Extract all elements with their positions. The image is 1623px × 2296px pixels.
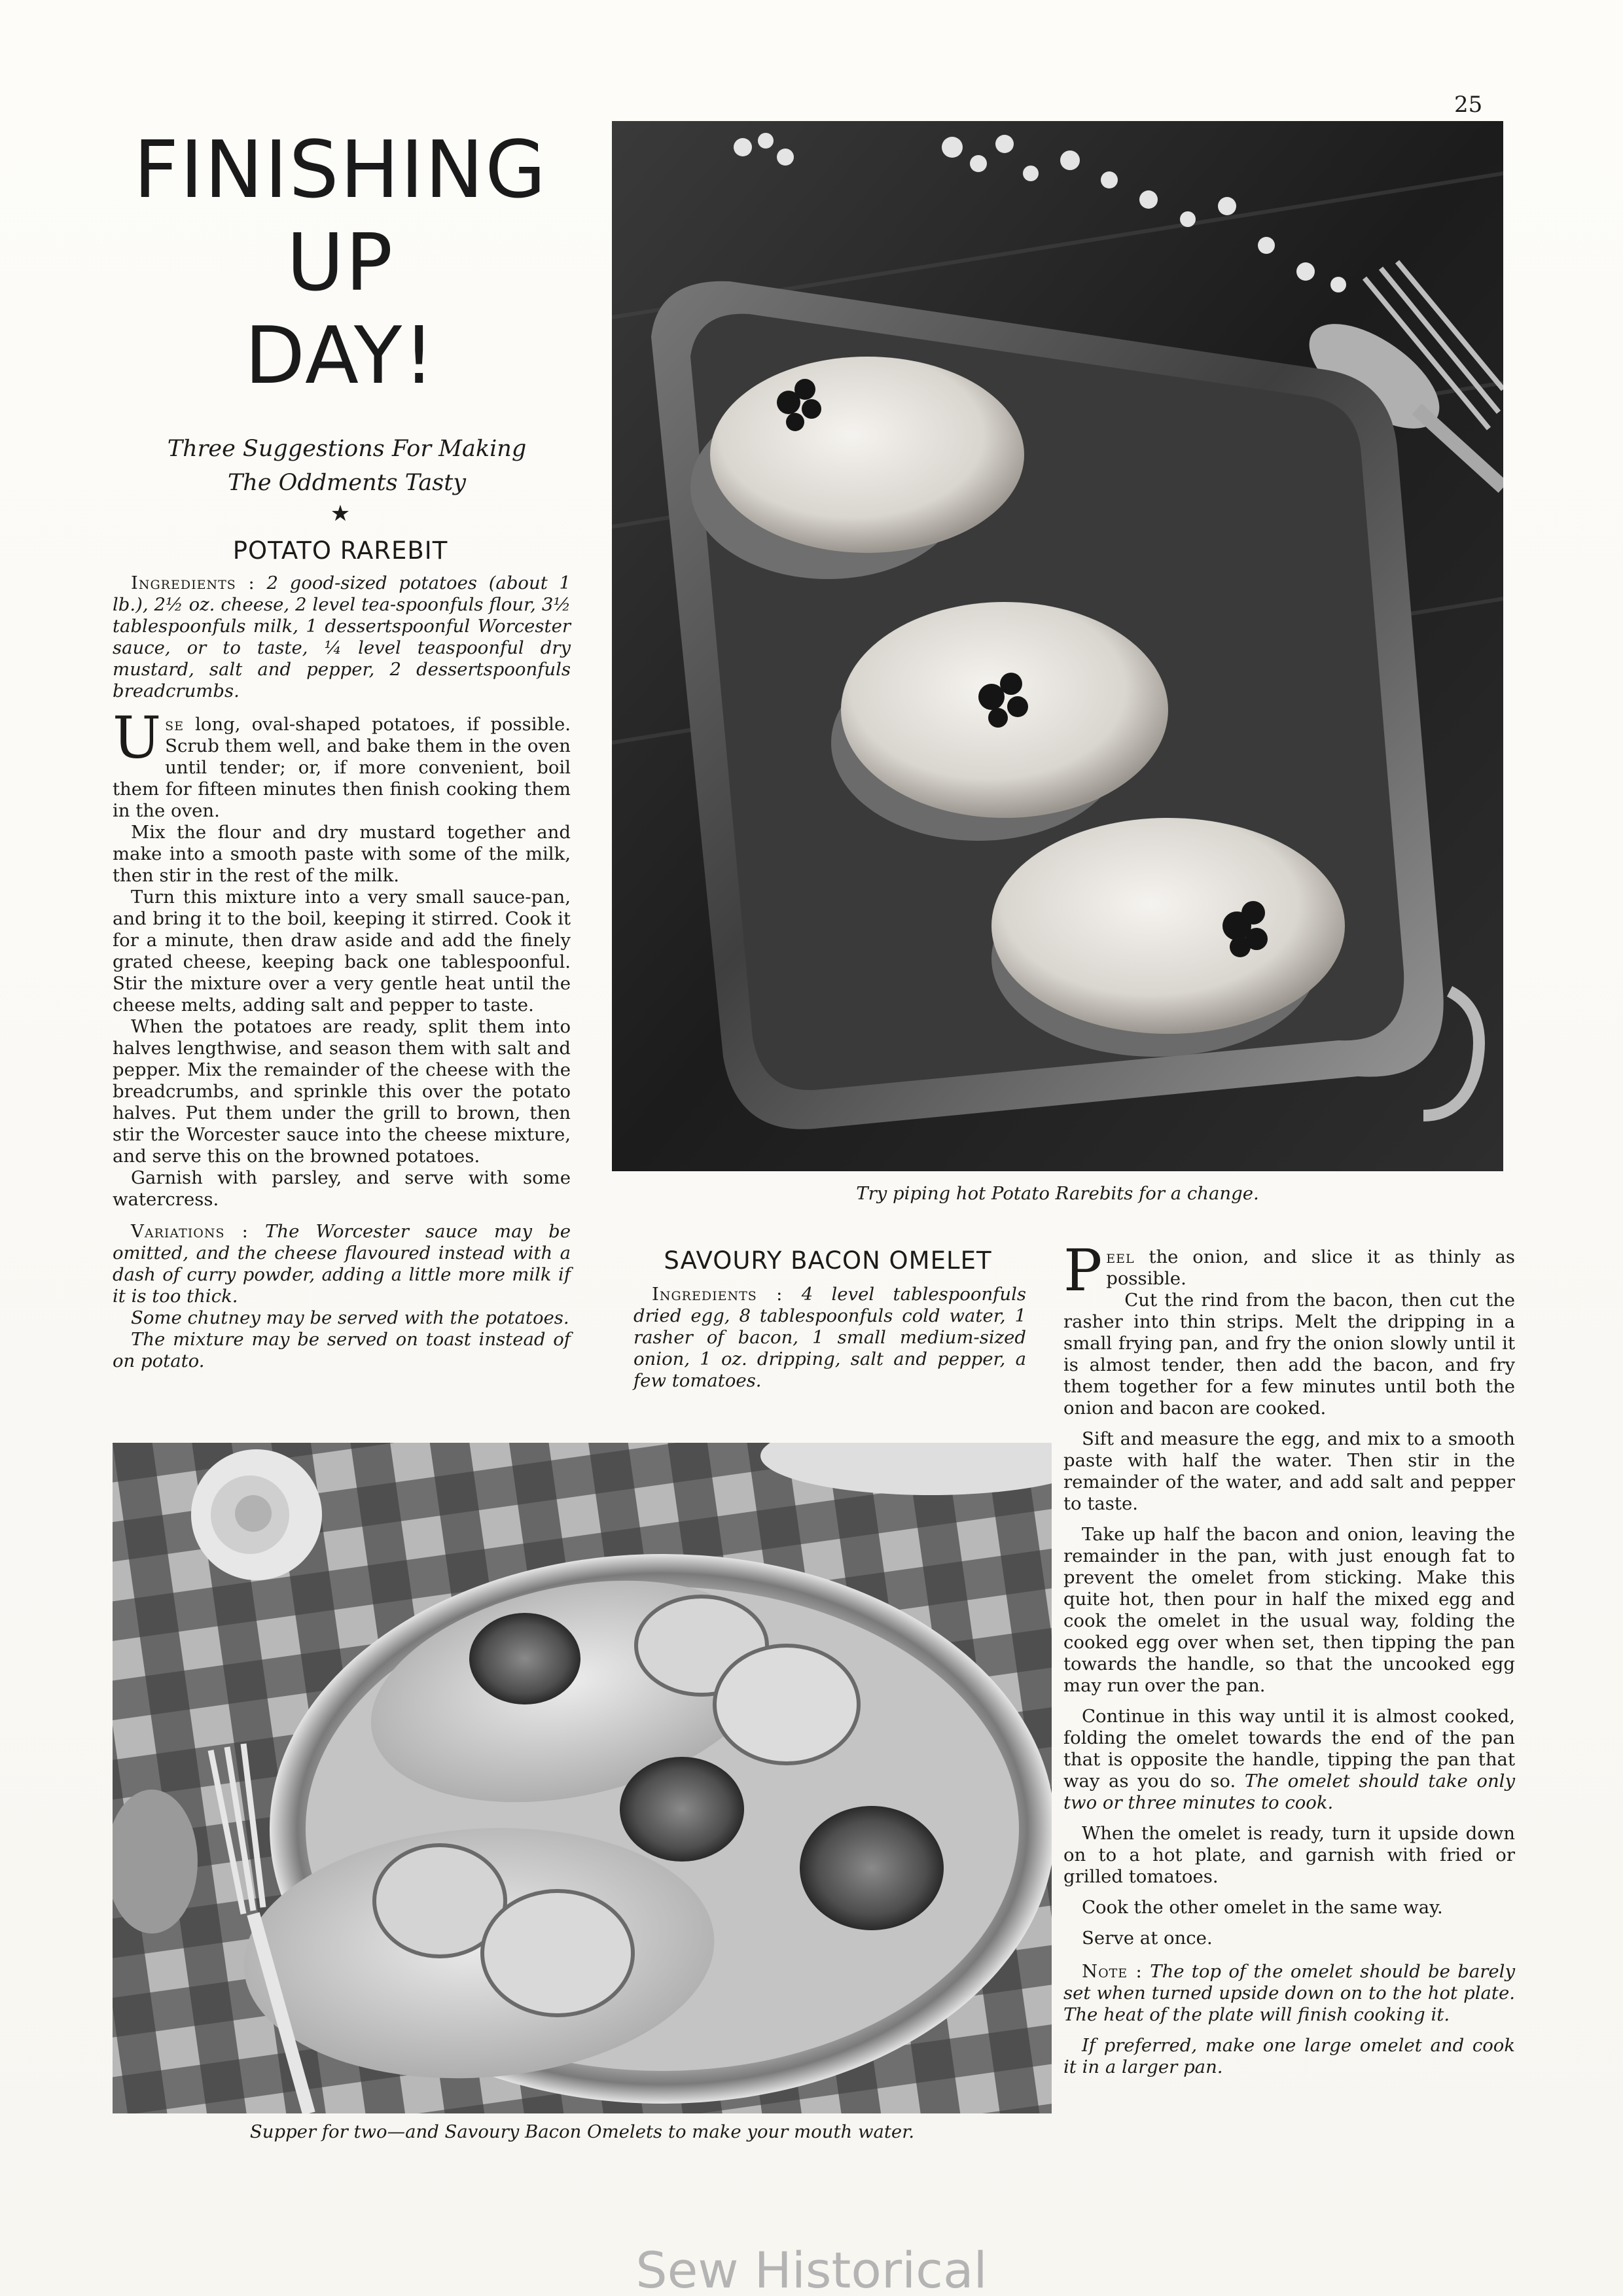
- omelet-heading: SAVOURY BACON OMELET: [664, 1246, 992, 1275]
- omelet-method-2: Cut the rind from the bacon, then cut the rasher into thin strips. Melt the dripping in a small frying pan, and fry the onion slowly until it is almost tender, then add the bacon, and fry them together for a few minutes until both the onion and bacon are cooked.: [1063, 1290, 1515, 1419]
- omelet-ingredients: Ingredients : 4 level tablespoonfuls dried egg, 8 tablespoonfuls cold water, 1 rasher of bacon, 1 small medium-sized onion, 1 oz. dripping, salt and pepper, a few tomatoes.: [633, 1284, 1026, 1391]
- title-line-3: DAY!: [244, 311, 437, 402]
- star-ornament: ★: [330, 501, 351, 527]
- potato-method-2: Mix the flour and dry mustard together and make into a smooth paste with some of the milk, then stir in the rest of the milk.: [113, 822, 571, 886]
- potato-variations-3: The mixture may be served on toast instead of on potato.: [113, 1329, 571, 1371]
- potato-ingredients: Ingredients : 2 good-sized potatoes (about 1 lb.), 2½ oz. cheese, 2 level tea-spoonfuls flour, 3½ tablespoonfuls milk, 1 dessertspoonful Worcester sauce, or to taste, ¼ level teaspoonful dry mustard, salt and pepper, 2 dessertspoonfuls breadcrumbs.: [113, 573, 571, 701]
- photo-bottom-caption: Supper for two—and Savoury Bacon Omelets to make your mouth water.: [249, 2121, 915, 2142]
- potato-variations-2: Some chutney may be served with the potatoes.: [131, 1307, 569, 1328]
- omelet-method-3: Sift and measure the egg, and mix to a smooth paste with half the water. Then stir in the remainder of the water, and add salt and pepper to taste.: [1063, 1428, 1515, 1514]
- page-title: [111, 124, 569, 403]
- photo-top-caption: Try piping hot Potato Rarebits for a change.: [856, 1183, 1259, 1204]
- watermark: Sew Historical: [635, 2241, 988, 2296]
- potato-rarebit-text: [113, 573, 571, 1372]
- drop-cap: U: [113, 704, 162, 771]
- omelet-method-1: Peel the onion, and slice it as thinly as possible.: [1063, 1237, 1515, 1304]
- omelet-note-2: If preferred, make one large omelet and cook it in a larger pan.: [1063, 2035, 1515, 2077]
- potato-rarebit-illustration: [612, 121, 1503, 1171]
- omelet-method-text: [1063, 1237, 1515, 2078]
- subtitle-line-1: Three Suggestions For Making: [167, 436, 527, 462]
- page-number: 25: [1454, 92, 1483, 118]
- title-line-1: FINISHING: [133, 125, 548, 216]
- subtitle-line-2: The Oddments Tasty: [227, 470, 467, 496]
- omelet-method-7: Cook the other omelet in the same way.: [1082, 1897, 1443, 1918]
- omelet-method-8: Serve at once.: [1082, 1928, 1213, 1949]
- photo-bacon-omelets: [113, 1443, 1052, 2113]
- potato-method-5: Garnish with parsley, and serve with some watercress.: [113, 1167, 571, 1210]
- subtitle: [124, 432, 569, 500]
- omelet-illustration: [113, 1443, 1052, 2113]
- photo-potato-rarebits: [612, 121, 1503, 1171]
- potato-method-3: Turn this mixture into a very small sauce-pan, and bring it to the boil, keeping it stirred. Cook it for a minute, then draw aside and add the finely grated cheese, keeping back one tablespoonful. Stir the mixture over a very gentle heat until the cheese melts, adding salt and pepper to taste.: [113, 887, 571, 1016]
- omelet-method-5: Continue in this way until it is almost cooked, folding the omelet towards the end of the pan that is opposite the handle, tipping the pan that way as you do so. The omelet should take only two or three minutes to cook.: [1063, 1706, 1515, 1813]
- drop-cap: P: [1063, 1237, 1103, 1304]
- omelet-method-6: When the omelet is ready, turn it upside down on to a hot plate, and garnish with fried or grilled tomatoes.: [1063, 1823, 1515, 1887]
- omelet-note: Note : The top of the omelet should be barely set when turned upside down on to the hot plate. The heat of the plate will finish cooking it.: [1063, 1961, 1515, 2025]
- potato-rarebit-heading: POTATO RAREBIT: [232, 537, 448, 565]
- potato-method-4: When the potatoes are ready, split them into halves lengthwise, and season them with salt and pepper. Mix the remainder of the cheese with the breadcrumbs, and sprinkle this over the potato halves. Put them under the grill to brown, then stir the Worcester sauce into the cheese mixture, and serve this on the browned potatoes.: [113, 1016, 571, 1167]
- title-line-2: UP: [286, 218, 395, 309]
- omelet-method-4: Take up half the bacon and onion, leaving the remainder in the pan, with just enough fat to prevent the omelet from sticking. Make this quite hot, then pour in half the mixed egg and cook the omelet in the usual way, folding the cooked egg over when set, then tipping the pan towards the handle, so that the uncooked egg may run over the pan.: [1063, 1524, 1515, 1696]
- potato-method-1: Use long, oval-shaped potatoes, if possible. Scrub them well, and bake them in the oven until tender; or, if more convenient, boil them for fifteen minutes then finish cooking them in the oven.: [113, 704, 571, 821]
- potato-variations: Variations : The Worcester sauce may be omitted, and the cheese flavoured instead with a dash of curry powder, adding a little more milk if it is too thick.: [113, 1221, 571, 1307]
